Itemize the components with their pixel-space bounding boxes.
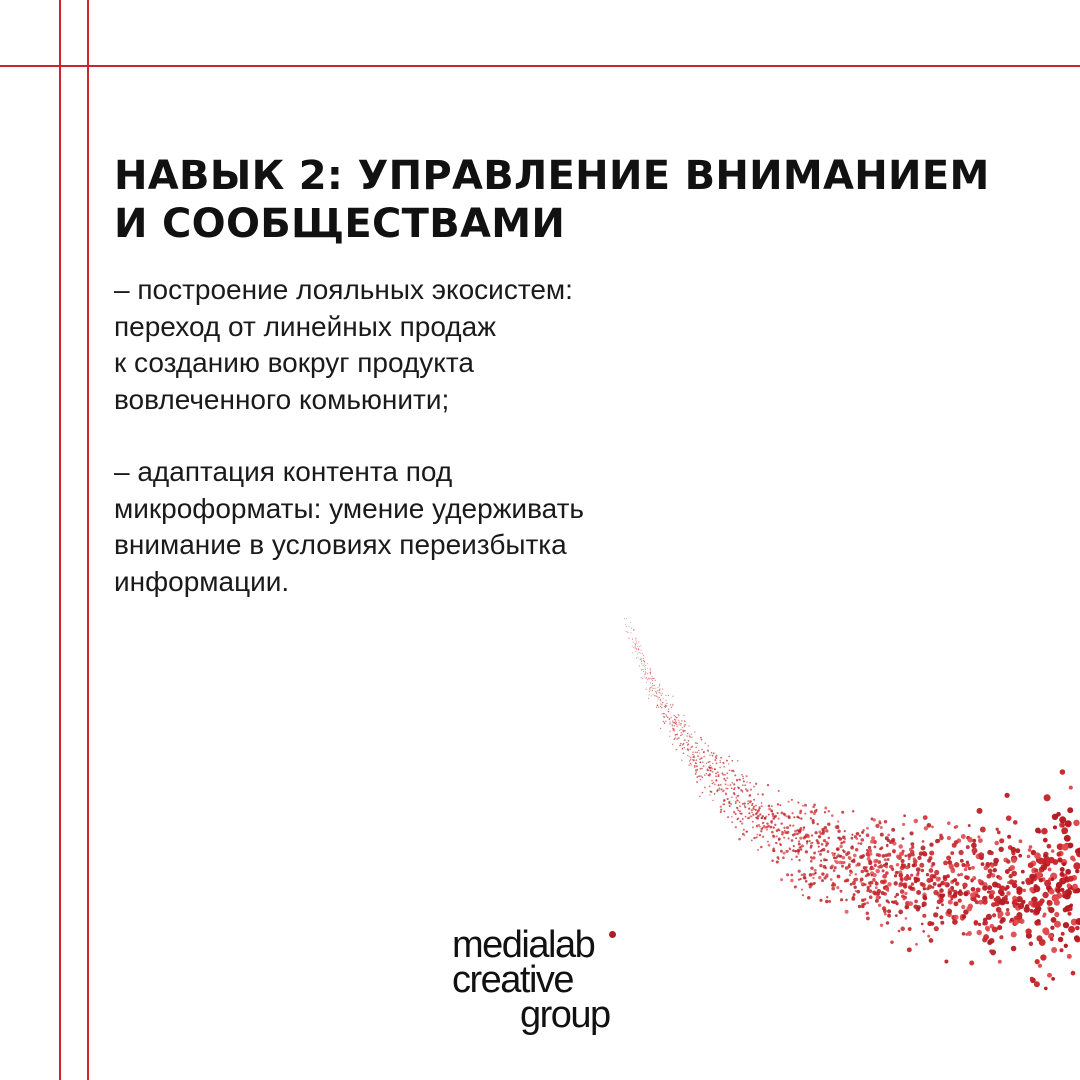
logo-line-2: creative bbox=[452, 959, 574, 1001]
bullet-line: переход от линейных продаж bbox=[114, 310, 496, 342]
logo-dot bbox=[609, 931, 616, 938]
bullet-line: информации. bbox=[114, 565, 290, 597]
bullet-line: – построение лояльных экосистем: bbox=[114, 274, 573, 305]
logo-line-3: group bbox=[520, 994, 610, 1036]
bullet-line: внимание в условиях переизбытка bbox=[114, 529, 567, 560]
medialab-logo bbox=[452, 924, 652, 1048]
bullet-line: вовлеченного комьюнити; bbox=[114, 383, 450, 415]
heading-line-2: И СООБЩЕСТВАМИ bbox=[114, 201, 566, 247]
bullet-line: – адаптация контента под bbox=[114, 456, 453, 487]
bullet-line: микроформаты: умение удерживать bbox=[114, 492, 584, 524]
bullet-line: к созданию вокруг продукта bbox=[114, 347, 474, 378]
logo-line-1: medialab bbox=[452, 924, 595, 966]
heading-line-1: НАВЫК 2: УПРАВЛЕНИЕ ВНИМАНИЕМ bbox=[114, 153, 990, 199]
